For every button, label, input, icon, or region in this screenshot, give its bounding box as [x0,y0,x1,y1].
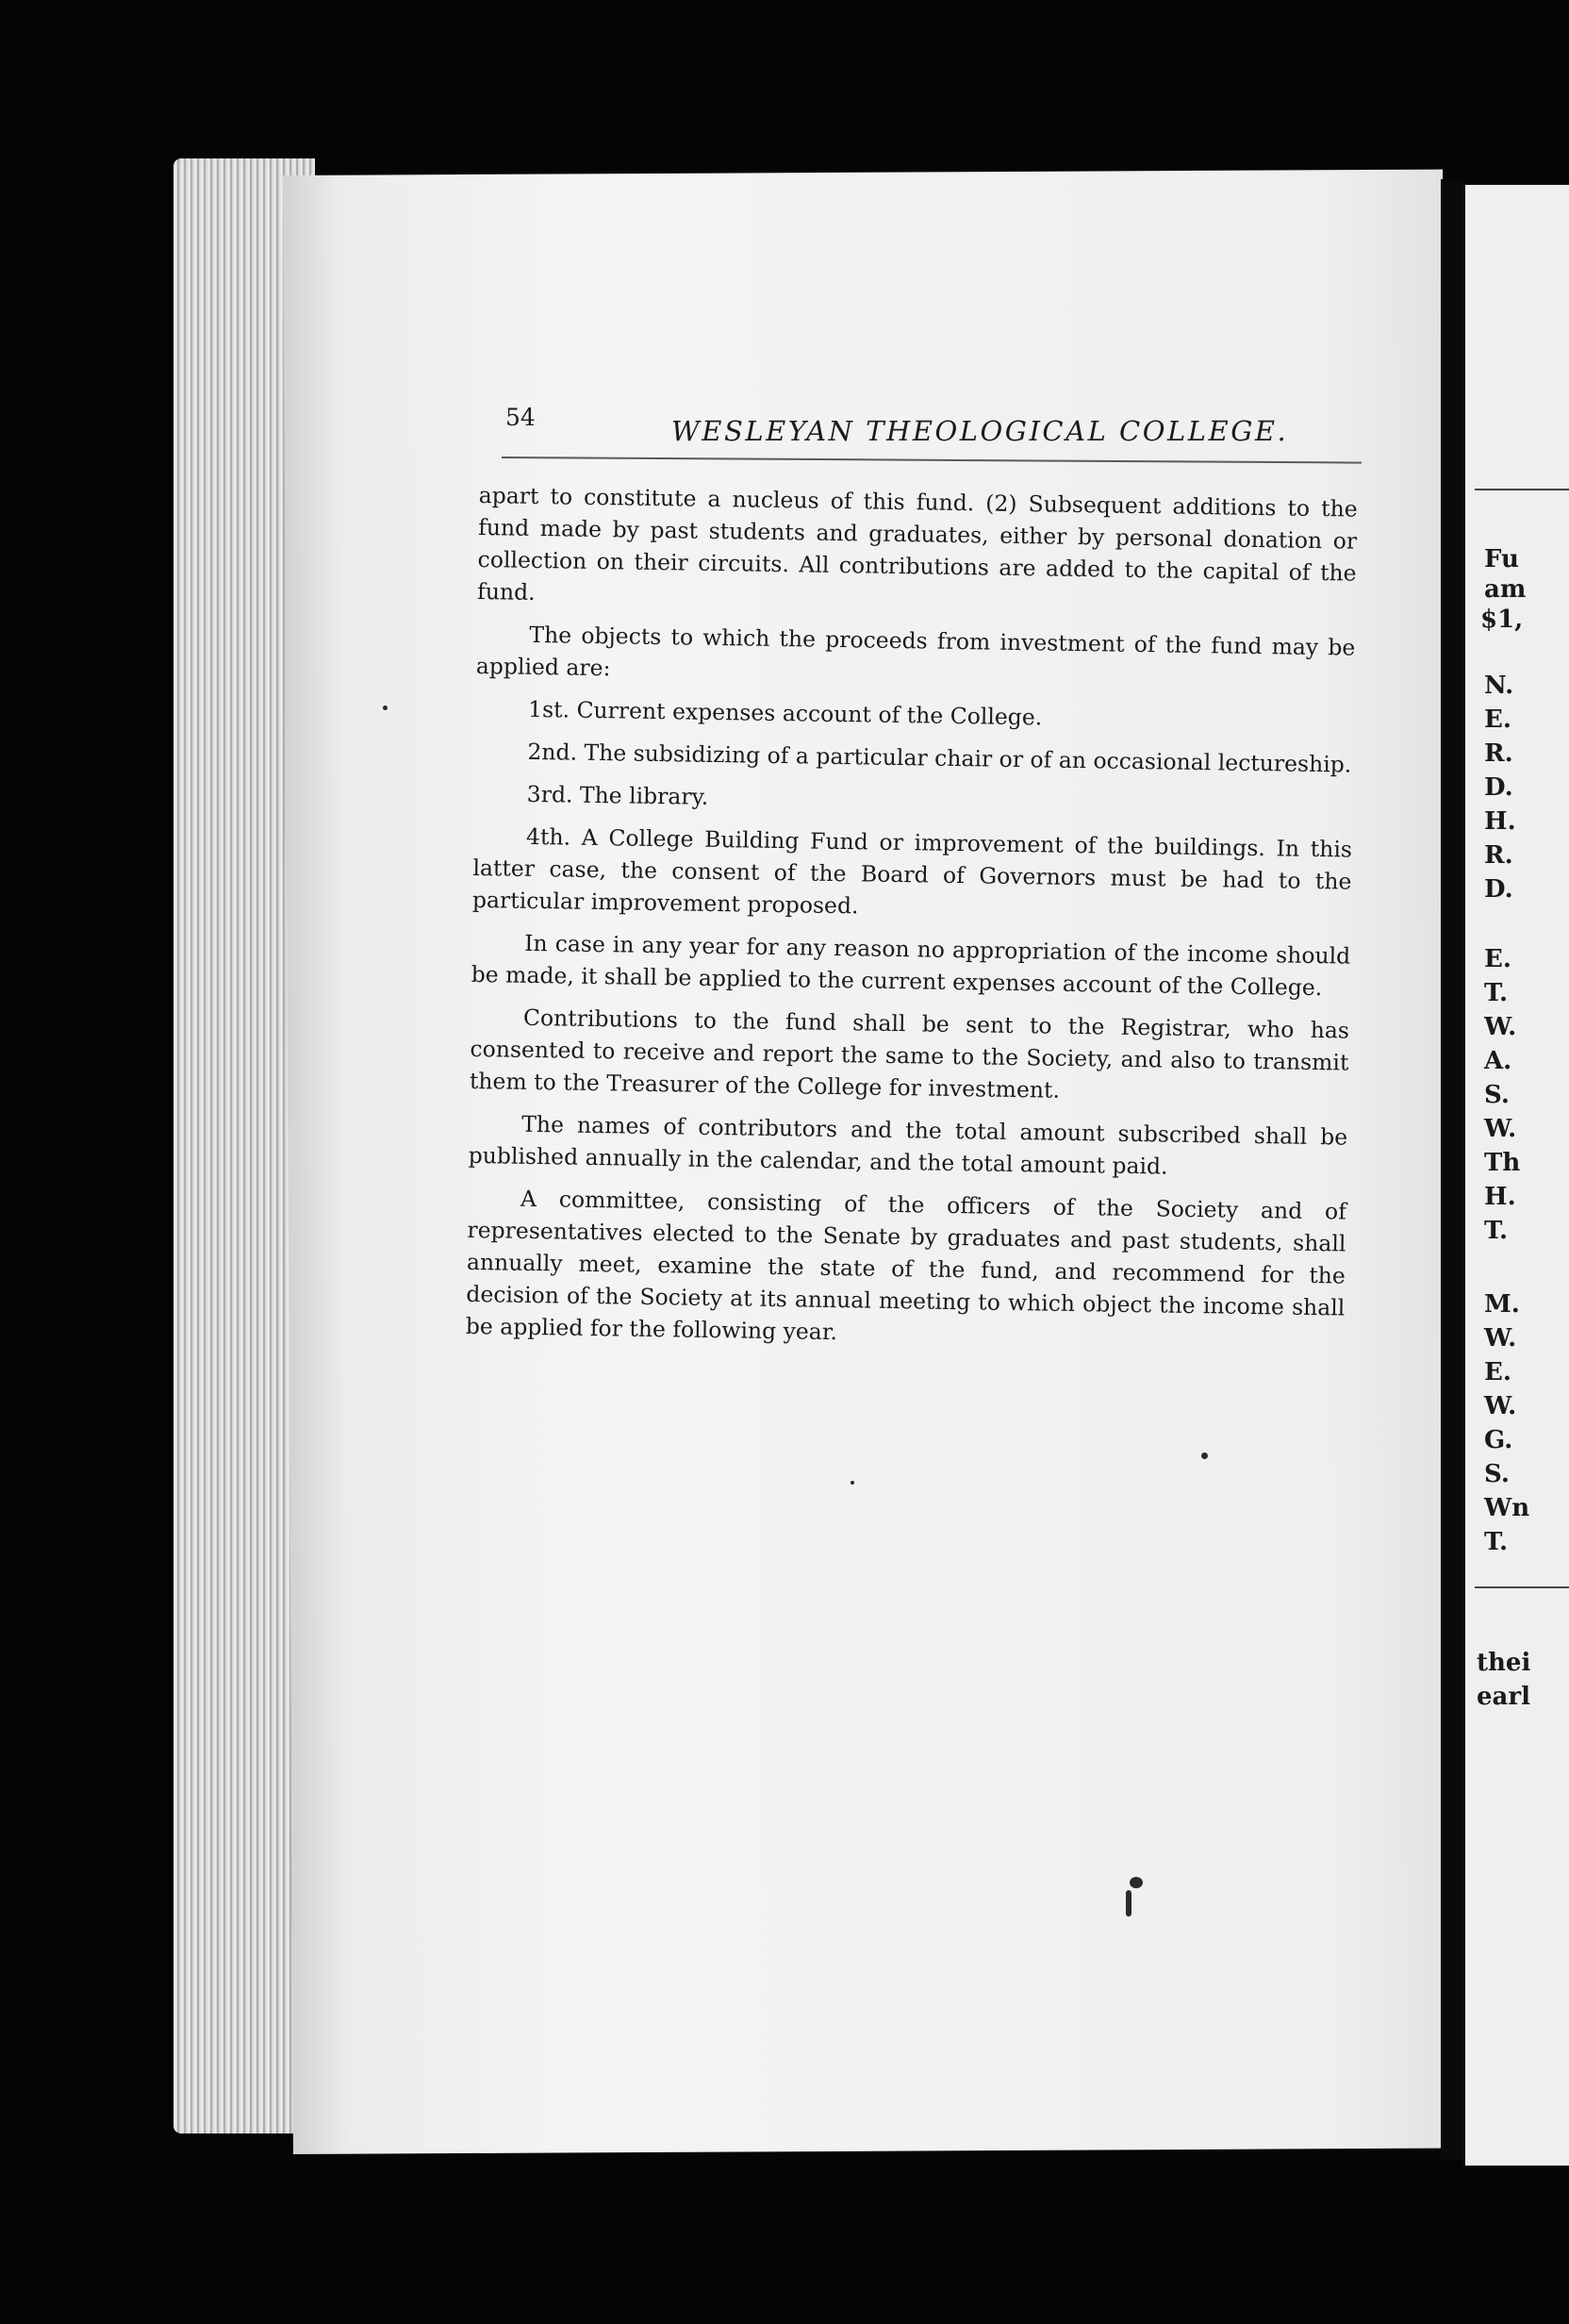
ink-blot [1130,1877,1143,1888]
paragraph: apart to constitute a nucleus of this fund. (2) Subsequent additions to the fund made by past students and graduates, either by personal donation or collection on their circuits. All contributions are added to the capital of the fund. [476,481,1358,606]
facing-frag: earl [1477,1683,1530,1711]
scan-speck [851,1481,854,1485]
paragraph: In case in any year for any reason no appropriation of the income should be made, it shall be applied to the current expenses account of the College. [471,929,1351,1002]
facing-frag: T. [1484,1217,1509,1245]
facing-frag: G. [1484,1426,1513,1454]
facing-frag: Th [1484,1149,1521,1177]
running-title: WESLEYAN THEOLOGICAL COLLEGE. [671,415,1289,447]
facing-frag: T. [1484,979,1509,1007]
facing-frag: N. [1484,672,1514,700]
facing-frag: R. [1484,739,1513,768]
book-gutter [1441,179,1465,2160]
facing-page-rule-bottom [1475,1586,1569,1588]
facing-frag: W. [1484,1324,1517,1353]
facing-frag: $1, [1480,606,1524,634]
page-number: 54 [505,404,536,431]
list-item: 4th. A College Building Fund or improvement of the buildings. In this latter case, the consent of the Board of Governors must be had to the particular improvement proposed. [471,822,1353,920]
facing-frag: T. [1484,1528,1509,1556]
list-item: 3rd. The library. [526,780,709,810]
facing-frag: M. [1484,1290,1520,1319]
list-item: 1st. Current expenses account of the College. [527,695,1043,731]
facing-page-rule-top [1475,489,1569,490]
facing-frag: D. [1484,773,1513,802]
facing-frag: A. [1484,1047,1512,1075]
facing-frag: thei [1477,1649,1531,1677]
facing-frag: W. [1484,1392,1517,1420]
ink-blot [1126,1890,1131,1917]
facing-frag: S. [1484,1081,1510,1109]
paragraph: The names of contributors and the total amount subscribed shall be published annually in the calendar, and the total amount paid. [468,1110,1348,1180]
paragraph: The objects to which the proceeds from investment of the fund may be applied are: [475,621,1356,682]
page-body [465,479,1357,1367]
facing-frag: W. [1484,1115,1517,1143]
facing-frag: Fu [1484,545,1519,573]
facing-frag: Wn [1484,1494,1530,1522]
list-item: 2nd. The subsidizing of a particular chair or of an occasional lectureship. [527,738,1352,778]
facing-frag: E. [1484,945,1511,973]
paragraph: Contributions to the fund shall be sent to the Registrar, who has consented to receive and report the same to the Society, and also to transmit them to the Treasurer of the College for investment. [469,1004,1350,1104]
facing-frag: S. [1484,1460,1510,1488]
facing-frag: D. [1484,875,1513,904]
facing-frag: E. [1484,1358,1511,1386]
facing-frag: W. [1484,1013,1517,1041]
facing-frag: am [1484,575,1527,604]
scan-speck [1201,1452,1208,1459]
scan-speck [383,706,388,710]
facing-page-fragment [1465,185,1569,2166]
facing-frag: H. [1484,807,1516,836]
facing-frag: R. [1484,841,1513,870]
paragraph: A committee, consisting of the officers of the Society and of representatives elected to the Senate by graduates and past students, shall annually meet, examine the state of the fund, and recommend for the decision of the Society at its annual meeting to which object the income shall be applied for the following year. [465,1185,1347,1346]
facing-frag: E. [1484,706,1511,734]
facing-frag: H. [1484,1183,1516,1211]
